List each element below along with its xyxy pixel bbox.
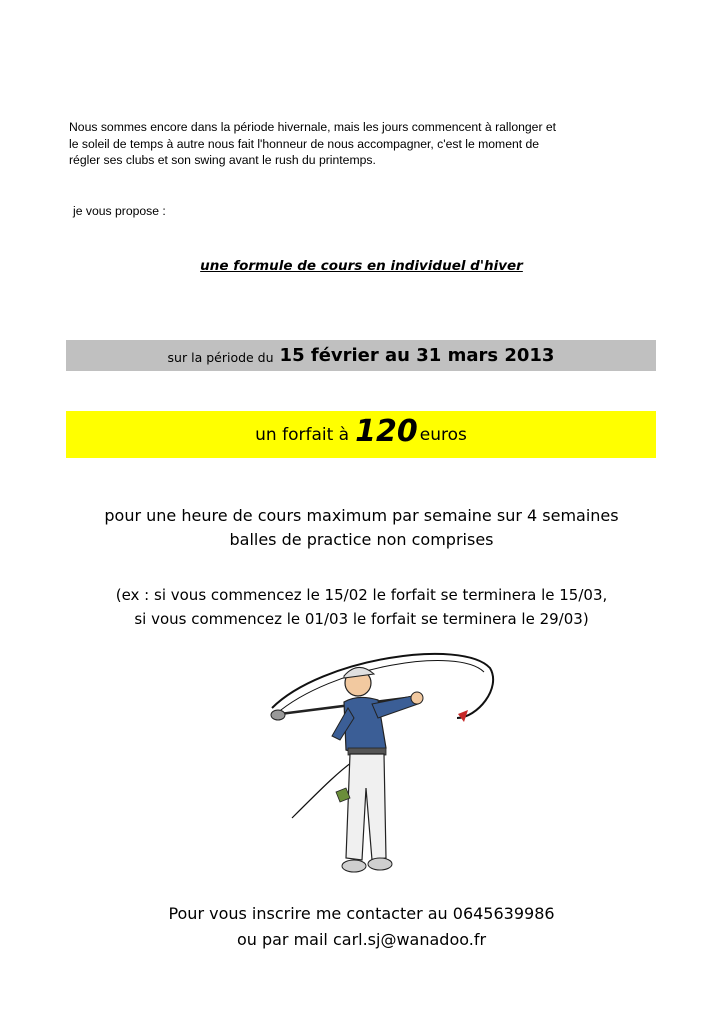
example-block [0, 583, 723, 631]
details-line-1: pour une heure de cours maximum par semaine sur 4 semaines [104, 506, 619, 525]
contact-email-line: ou par mail carl.sj@wanadoo.fr [236, 930, 487, 949]
intro-line-2: le soleil de temps à autre nous fait l'honneur de nous accompagner, c'est le moment de [69, 136, 540, 151]
formule-heading: une formule de cours en individuel d'hiver [200, 258, 523, 274]
propose-text: je vous propose : [73, 204, 166, 218]
intro-line-3: régler ses clubs et son swing avant le rush du printemps. [69, 153, 376, 167]
price-amount: 120 [355, 414, 418, 449]
details-block [0, 504, 723, 552]
contact-block [0, 901, 723, 953]
period-prefix: sur la période du [167, 350, 274, 365]
period-banner [66, 340, 656, 371]
example-line-1: (ex : si vous commencez le 15/02 le forfait se terminera le 15/03, [115, 586, 608, 604]
example-line-2: si vous commencez le 01/03 le forfait se terminera le 29/03) [134, 610, 589, 628]
intro-paragraph [69, 119, 669, 169]
golfer-swing-icon [262, 638, 498, 890]
price-banner [66, 411, 656, 458]
details-line-2: balles de practice non comprises [229, 530, 494, 549]
period-dates: 15 février au 31 mars 2013 [279, 345, 555, 366]
contact-phone-line: Pour vous inscrire me contacter au 0645639986 [168, 904, 555, 923]
price-prefix: un forfait à [255, 424, 350, 445]
price-suffix: euros [419, 424, 467, 445]
intro-line-1: Nous sommes encore dans la période hivernale, mais les jours commencent à rallonger et [69, 120, 557, 134]
